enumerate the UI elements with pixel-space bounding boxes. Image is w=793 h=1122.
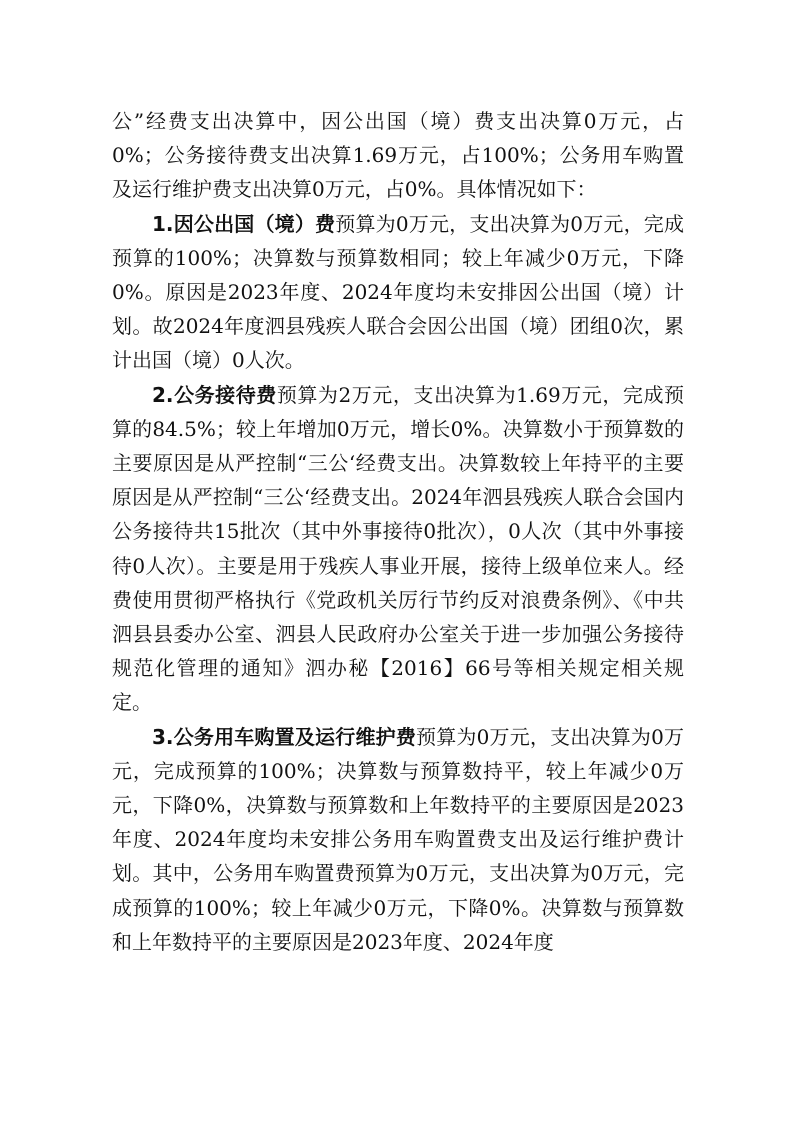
section-heading-overseas-travel: 1.因公出国（境）费: [152, 211, 336, 236]
paragraph-text: 预算为2万元，支出决算为1.69万元，完成预算的84.5%；较上年增加0万元，增长0%。决算数小于预算数的主要原因是从严控制“三公‘经费支出。决算数较上年持平的主要原因是从严控制“三公‘经费支出。2024年泗县残疾人联合会国内公务接待共15批次（其中外事接待0批次），0人次（其中外事接待0人次）。主要是用于残疾人事业开展，接待上级单位来人。经费使用贯彻严格执行《党政机关厉行节约反对浪费条例》、《中共泗县县委办公室、泗县人民政府办公室关于进一步加强公务接待规范化管理的通知》泗办秘【2016】66号等相关规定相关规定。: [112, 382, 684, 715]
paragraph-text: 预算为0万元，支出决算为0万元，完成预算的100%；决算数与预算数相同；较上年减少0万元，下降0%。原因是2023年度、2024年度均未安排因公出国（境）计划。故2024年度泗县残疾人联合会因公出国（境）团组0次，累计出国（境）0人次。: [112, 211, 685, 373]
paragraph-summary: [112, 104, 684, 207]
section-heading-reception: 2.公务接待费: [152, 382, 277, 407]
document-page: [112, 104, 684, 959]
paragraph-text: 预算为0万元，支出决算为0万元，完成预算的100%；决算数与预算数持平，较上年减少0万元，下降0%，决算数与预算数和上年数持平的主要原因是2023年度、2024年度均未安排公务用车购置费支出及运行维护费计划。其中，公务用车购置费预算为0万元，支出决算为0万元，完成预算的100%；较上年减少0万元，下降0%。决算数与预算数和上年数持平的主要原因是2023年度、2024年度: [112, 724, 684, 954]
paragraph-overseas-travel: [112, 207, 684, 378]
paragraph-reception: [112, 378, 684, 720]
paragraph-vehicles: [112, 720, 684, 959]
paragraph-text: 公”经费支出决算中，因公出国（境）费支出决算0万元，占0%；公务接待费支出决算1.69万元，占100%；公务用车购置及运行维护费支出决算0万元，占0%。具体情况如下：: [112, 109, 684, 202]
section-heading-vehicles: 3.公务用车购置及运行维护费: [152, 724, 417, 749]
